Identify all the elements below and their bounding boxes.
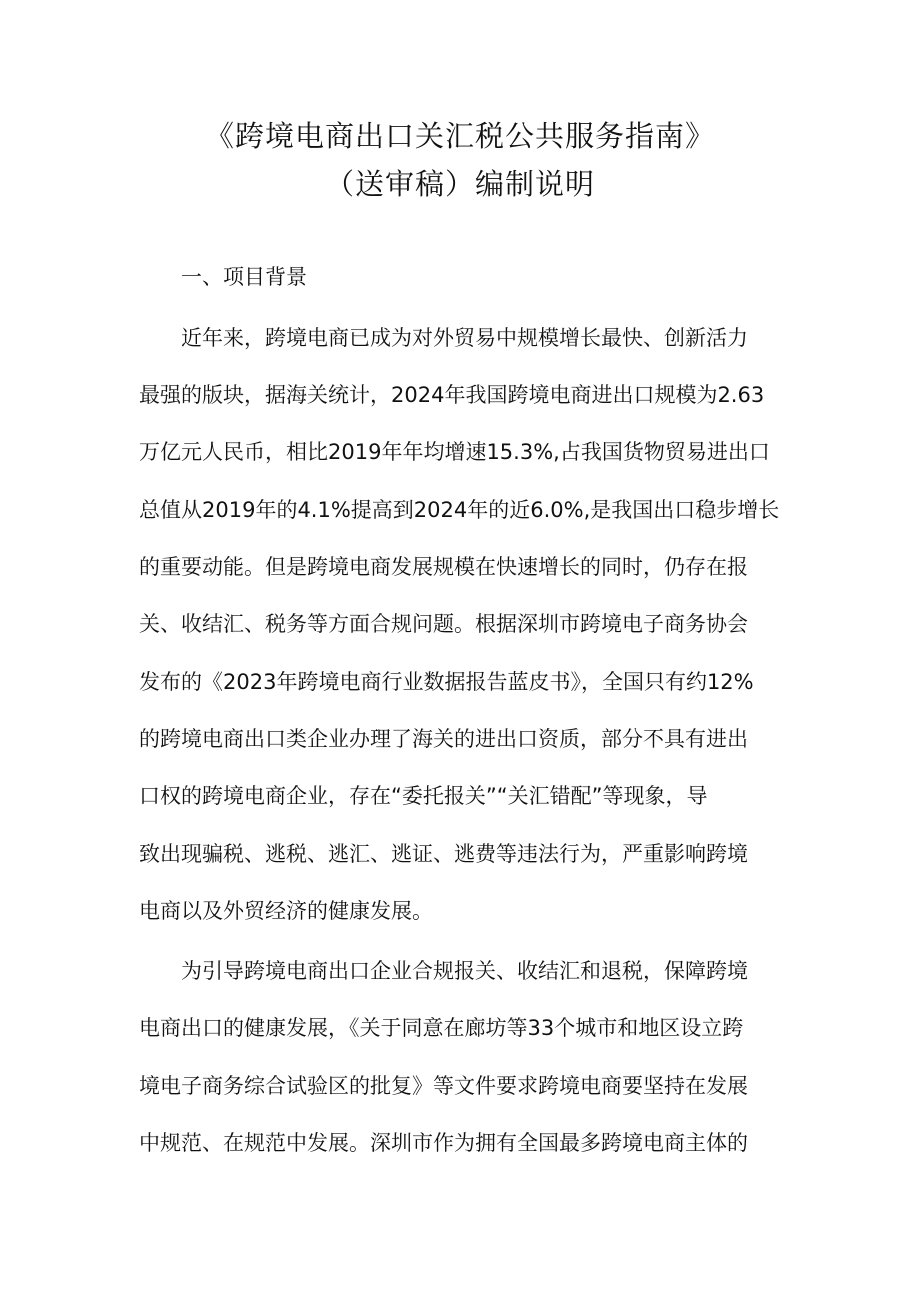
paragraph-1-line-4: 总值从2019年的4.1%提高到2024年的近6.0%,是我国出口稳步增长	[139, 498, 780, 522]
paragraph-2-line-3: 境电子商务综合试验区的批复》等文件要求跨境电商要坚持在发展	[139, 1074, 748, 1098]
paragraph-1-line-1: 近年来，跨境电商已成为对外贸易中规模增长最快、创新活力	[181, 326, 748, 350]
paragraph-1-line-3: 万亿元人民币，相比2019年年均增速15.3%,占我国货物贸易进出口	[139, 440, 770, 464]
paragraph-1-line-5: 的重要动能。但是跨境电商发展规模在快速增长的同时，仍存在报	[139, 555, 748, 579]
paragraph-1-line-2: 最强的版块，据海关统计，2024年我国跨境电商进出口规模为2.63	[139, 383, 765, 407]
paragraph-2-line-2: 电商出口的健康发展，《关于同意在廊坊等33个城市和地区设立跨	[139, 1016, 744, 1040]
paragraph-2-line-1: 为引导跨境电商出口企业合规报关、收结汇和退税，保障跨境	[181, 959, 748, 983]
paragraph-1-line-8: 的跨境电商出口类企业办理了海关的进出口资质，部分不具有进出	[139, 727, 748, 751]
document-title-line-2: （送审稿）编制说明	[324, 167, 595, 201]
section-heading: 一、项目背景	[181, 265, 307, 289]
paragraph-1-line-6: 关、收结汇、税务等方面合规问题。根据深圳市跨境电子商务协会	[139, 612, 748, 636]
paragraph-1-line-11: 电商以及外贸经济的健康发展。	[139, 899, 433, 923]
paragraph-1-line-7: 发布的《2023年跨境电商行业数据报告蓝皮书》，全国只有约12%	[139, 670, 754, 694]
document-title-line-1: 《跨境电商出口关汇税公共服务指南》	[204, 119, 715, 153]
paragraph-2-line-4: 中规范、在规范中发展。深圳市作为拥有全国最多跨境电商主体的	[139, 1131, 748, 1155]
paragraph-1-line-9: 口权的跨境电商企业，存在“委托报关”“关汇错配”等现象，导	[139, 784, 708, 808]
paragraph-1-line-10: 致出现骗税、逃税、逃汇、逃证、逃费等违法行为，严重影响跨境	[139, 842, 748, 866]
